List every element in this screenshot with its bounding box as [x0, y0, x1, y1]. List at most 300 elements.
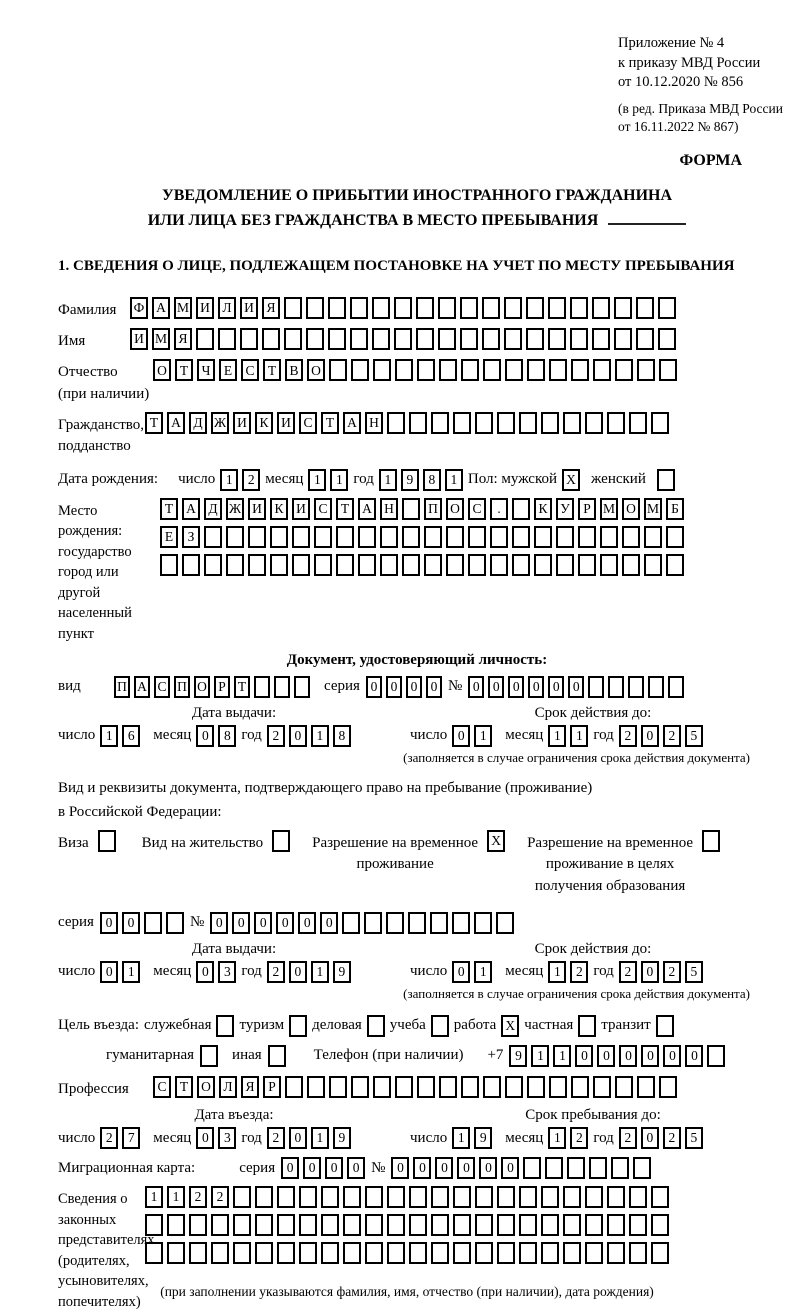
char-cell[interactable]: 0 — [468, 676, 484, 698]
char-cell[interactable] — [160, 554, 178, 576]
char-cell[interactable]: А — [134, 676, 150, 698]
char-cell[interactable]: 0 — [289, 1127, 307, 1149]
char-cell[interactable]: Т — [175, 359, 193, 381]
char-cell[interactable]: 1 — [548, 1127, 566, 1149]
char-cell[interactable] — [431, 1214, 449, 1236]
char-cell[interactable]: И — [292, 498, 310, 520]
entry-date-month[interactable] — [196, 1127, 236, 1149]
char-cell[interactable]: В — [285, 359, 303, 381]
char-cell[interactable] — [629, 1214, 647, 1236]
char-cell[interactable]: 2 — [267, 1127, 285, 1149]
char-cell[interactable]: 1 — [531, 1045, 549, 1067]
char-cell[interactable]: 0 — [457, 1157, 475, 1179]
char-cell[interactable]: Т — [263, 359, 281, 381]
char-cell[interactable]: 0 — [406, 676, 422, 698]
birth-month-boxes[interactable] — [308, 469, 348, 491]
purpose-business-checkbox[interactable] — [216, 1015, 234, 1037]
char-cell[interactable]: Р — [578, 498, 596, 520]
char-cell[interactable] — [651, 1186, 669, 1208]
char-cell[interactable] — [593, 359, 611, 381]
char-cell[interactable]: 0 — [289, 961, 307, 983]
identity-valid-month[interactable] — [548, 725, 588, 747]
purpose-private-checkbox[interactable] — [578, 1015, 596, 1037]
char-cell[interactable]: П — [114, 676, 130, 698]
char-cell[interactable]: 0 — [508, 676, 524, 698]
doc-series-boxes[interactable] — [366, 676, 442, 698]
char-cell[interactable] — [534, 554, 552, 576]
char-cell[interactable] — [497, 1186, 515, 1208]
char-cell[interactable] — [321, 1186, 339, 1208]
char-cell[interactable] — [548, 328, 566, 350]
char-cell[interactable]: Я — [241, 1076, 259, 1098]
char-cell[interactable]: 0 — [281, 1157, 299, 1179]
identity-issue-year[interactable] — [267, 725, 351, 747]
char-cell[interactable] — [431, 1242, 449, 1264]
representatives-boxes-1[interactable] — [145, 1186, 669, 1208]
representatives-boxes-3[interactable] — [145, 1242, 669, 1264]
char-cell[interactable] — [526, 297, 544, 319]
char-cell[interactable]: П — [174, 676, 190, 698]
char-cell[interactable] — [365, 1242, 383, 1264]
char-cell[interactable]: 0 — [386, 676, 402, 698]
char-cell[interactable] — [424, 554, 442, 576]
entry-date-year[interactable] — [267, 1127, 351, 1149]
char-cell[interactable] — [622, 554, 640, 576]
char-cell[interactable] — [306, 328, 324, 350]
char-cell[interactable]: 0 — [435, 1157, 453, 1179]
char-cell[interactable] — [277, 1186, 295, 1208]
char-cell[interactable]: 0 — [303, 1157, 321, 1179]
char-cell[interactable] — [600, 554, 618, 576]
char-cell[interactable]: Т — [160, 498, 178, 520]
char-cell[interactable]: X — [487, 830, 505, 852]
char-cell[interactable]: 1 — [122, 961, 140, 983]
residence-number-boxes[interactable] — [210, 912, 514, 934]
char-cell[interactable]: И — [277, 412, 295, 434]
doc-kind-boxes[interactable] — [114, 676, 310, 698]
char-cell[interactable] — [364, 912, 382, 934]
char-cell[interactable] — [196, 328, 214, 350]
sex-male-checkbox[interactable] — [562, 469, 580, 491]
char-cell[interactable]: 5 — [685, 961, 703, 983]
residence-valid-day[interactable] — [452, 961, 492, 983]
char-cell[interactable] — [166, 912, 184, 934]
char-cell[interactable] — [343, 1186, 361, 1208]
char-cell[interactable]: 9 — [401, 469, 419, 491]
char-cell[interactable]: 8 — [333, 725, 351, 747]
char-cell[interactable]: Я — [262, 297, 280, 319]
char-cell[interactable] — [585, 1186, 603, 1208]
char-cell[interactable]: Т — [234, 676, 250, 698]
char-cell[interactable] — [299, 1186, 317, 1208]
char-cell[interactable] — [545, 1157, 563, 1179]
char-cell[interactable]: 0 — [641, 1127, 659, 1149]
char-cell[interactable] — [505, 1076, 523, 1098]
char-cell[interactable] — [614, 328, 632, 350]
char-cell[interactable] — [409, 1242, 427, 1264]
patronymic-boxes[interactable] — [153, 359, 677, 381]
migration-series-boxes[interactable] — [281, 1157, 365, 1179]
char-cell[interactable] — [409, 412, 427, 434]
char-cell[interactable]: 2 — [619, 725, 637, 747]
char-cell[interactable]: 1 — [220, 469, 238, 491]
char-cell[interactable]: 2 — [619, 1127, 637, 1149]
char-cell[interactable] — [475, 412, 493, 434]
char-cell[interactable] — [483, 359, 501, 381]
char-cell[interactable] — [211, 1214, 229, 1236]
char-cell[interactable] — [651, 412, 669, 434]
char-cell[interactable] — [593, 1076, 611, 1098]
char-cell[interactable] — [233, 1214, 251, 1236]
char-cell[interactable]: 0 — [597, 1045, 615, 1067]
char-cell[interactable]: С — [314, 498, 332, 520]
char-cell[interactable]: А — [343, 412, 361, 434]
char-cell[interactable] — [615, 359, 633, 381]
char-cell[interactable] — [592, 328, 610, 350]
char-cell[interactable]: 0 — [366, 676, 382, 698]
char-cell[interactable] — [548, 297, 566, 319]
char-cell[interactable] — [200, 1045, 218, 1067]
char-cell[interactable] — [292, 554, 310, 576]
char-cell[interactable]: 5 — [685, 1127, 703, 1149]
char-cell[interactable] — [549, 1076, 567, 1098]
char-cell[interactable]: 2 — [663, 725, 681, 747]
char-cell[interactable] — [482, 297, 500, 319]
phone-boxes[interactable] — [509, 1045, 725, 1067]
char-cell[interactable]: И — [248, 498, 266, 520]
char-cell[interactable]: А — [167, 412, 185, 434]
char-cell[interactable]: С — [241, 359, 259, 381]
char-cell[interactable]: О — [307, 359, 325, 381]
char-cell[interactable] — [452, 912, 470, 934]
char-cell[interactable] — [395, 359, 413, 381]
char-cell[interactable] — [629, 1186, 647, 1208]
char-cell[interactable] — [505, 359, 523, 381]
char-cell[interactable] — [431, 1015, 449, 1037]
char-cell[interactable]: 1 — [548, 725, 566, 747]
char-cell[interactable] — [272, 830, 290, 852]
char-cell[interactable] — [615, 1076, 633, 1098]
char-cell[interactable] — [438, 328, 456, 350]
birth-year-boxes[interactable] — [379, 469, 463, 491]
char-cell[interactable] — [387, 412, 405, 434]
char-cell[interactable]: Е — [160, 526, 178, 548]
char-cell[interactable]: З — [182, 526, 200, 548]
char-cell[interactable]: К — [534, 498, 552, 520]
char-cell[interactable] — [254, 676, 270, 698]
char-cell[interactable]: 1 — [311, 725, 329, 747]
char-cell[interactable] — [490, 554, 508, 576]
char-cell[interactable] — [329, 1076, 347, 1098]
char-cell[interactable] — [636, 297, 654, 319]
char-cell[interactable] — [277, 1214, 295, 1236]
char-cell[interactable] — [167, 1214, 185, 1236]
char-cell[interactable] — [289, 1015, 307, 1037]
char-cell[interactable]: 1 — [308, 469, 326, 491]
char-cell[interactable] — [270, 554, 288, 576]
char-cell[interactable]: 0 — [528, 676, 544, 698]
profession-boxes[interactable] — [153, 1076, 677, 1098]
identity-valid-day[interactable] — [452, 725, 492, 747]
char-cell[interactable] — [658, 328, 676, 350]
char-cell[interactable]: М — [152, 328, 170, 350]
char-cell[interactable] — [453, 412, 471, 434]
purpose-commercial-checkbox[interactable] — [367, 1015, 385, 1037]
title-blank-underline[interactable] — [608, 211, 686, 225]
char-cell[interactable] — [274, 676, 290, 698]
char-cell[interactable]: 1 — [145, 1186, 163, 1208]
char-cell[interactable] — [482, 328, 500, 350]
char-cell[interactable] — [446, 526, 464, 548]
char-cell[interactable] — [373, 1076, 391, 1098]
char-cell[interactable]: 0 — [298, 912, 316, 934]
char-cell[interactable] — [431, 1186, 449, 1208]
char-cell[interactable] — [292, 526, 310, 548]
char-cell[interactable] — [608, 676, 624, 698]
char-cell[interactable] — [387, 1214, 405, 1236]
char-cell[interactable] — [497, 1214, 515, 1236]
edu-permit-checkbox[interactable] — [702, 830, 720, 852]
char-cell[interactable] — [299, 1242, 317, 1264]
char-cell[interactable]: 3 — [218, 1127, 236, 1149]
char-cell[interactable] — [394, 297, 412, 319]
char-cell[interactable] — [307, 1076, 325, 1098]
char-cell[interactable]: 0 — [568, 676, 584, 698]
char-cell[interactable] — [342, 912, 360, 934]
purpose-work-checkbox[interactable] — [501, 1015, 519, 1037]
char-cell[interactable] — [497, 412, 515, 434]
char-cell[interactable] — [504, 297, 522, 319]
char-cell[interactable]: А — [358, 498, 376, 520]
char-cell[interactable]: 2 — [100, 1127, 118, 1149]
char-cell[interactable]: 0 — [196, 961, 214, 983]
char-cell[interactable] — [607, 412, 625, 434]
birth-place-boxes-1[interactable] — [160, 498, 684, 520]
char-cell[interactable] — [585, 1214, 603, 1236]
char-cell[interactable]: И — [196, 297, 214, 319]
char-cell[interactable] — [592, 297, 610, 319]
residence-issue-month[interactable] — [196, 961, 236, 983]
char-cell[interactable]: Т — [321, 412, 339, 434]
char-cell[interactable] — [367, 1015, 385, 1037]
char-cell[interactable]: 0 — [276, 912, 294, 934]
char-cell[interactable]: 0 — [575, 1045, 593, 1067]
char-cell[interactable] — [453, 1214, 471, 1236]
char-cell[interactable] — [468, 554, 486, 576]
char-cell[interactable]: 1 — [553, 1045, 571, 1067]
residence-issue-day[interactable] — [100, 961, 140, 983]
char-cell[interactable]: Я — [174, 328, 192, 350]
char-cell[interactable]: 1 — [548, 961, 566, 983]
char-cell[interactable]: Ф — [130, 297, 148, 319]
char-cell[interactable]: 0 — [641, 1045, 659, 1067]
char-cell[interactable]: Е — [219, 359, 237, 381]
char-cell[interactable]: С — [154, 676, 170, 698]
char-cell[interactable] — [460, 297, 478, 319]
char-cell[interactable]: М — [600, 498, 618, 520]
char-cell[interactable] — [204, 554, 222, 576]
char-cell[interactable]: 0 — [320, 912, 338, 934]
sex-female-checkbox[interactable] — [657, 469, 675, 491]
char-cell[interactable] — [387, 1186, 405, 1208]
char-cell[interactable]: С — [468, 498, 486, 520]
char-cell[interactable] — [365, 1214, 383, 1236]
doc-number-boxes[interactable] — [468, 676, 684, 698]
char-cell[interactable] — [336, 554, 354, 576]
char-cell[interactable]: Л — [218, 297, 236, 319]
char-cell[interactable] — [358, 554, 376, 576]
residence-valid-year[interactable] — [619, 961, 703, 983]
char-cell[interactable] — [314, 554, 332, 576]
char-cell[interactable] — [651, 1214, 669, 1236]
char-cell[interactable]: 2 — [267, 725, 285, 747]
representatives-boxes-2[interactable] — [145, 1214, 669, 1236]
char-cell[interactable] — [417, 359, 435, 381]
char-cell[interactable] — [431, 412, 449, 434]
char-cell[interactable]: 0 — [641, 961, 659, 983]
char-cell[interactable] — [563, 1186, 581, 1208]
char-cell[interactable]: 0 — [452, 725, 470, 747]
char-cell[interactable] — [416, 328, 434, 350]
char-cell[interactable] — [343, 1214, 361, 1236]
purpose-transit-checkbox[interactable] — [656, 1015, 674, 1037]
char-cell[interactable]: К — [255, 412, 273, 434]
char-cell[interactable] — [240, 328, 258, 350]
char-cell[interactable]: 1 — [379, 469, 397, 491]
char-cell[interactable] — [182, 554, 200, 576]
char-cell[interactable] — [474, 912, 492, 934]
char-cell[interactable] — [644, 526, 662, 548]
char-cell[interactable] — [666, 526, 684, 548]
char-cell[interactable] — [380, 526, 398, 548]
char-cell[interactable] — [294, 676, 310, 698]
purpose-other-checkbox[interactable] — [268, 1045, 286, 1067]
char-cell[interactable] — [248, 554, 266, 576]
char-cell[interactable] — [461, 359, 479, 381]
char-cell[interactable]: И — [130, 328, 148, 350]
purpose-study-checkbox[interactable] — [431, 1015, 449, 1037]
stay-until-day[interactable] — [452, 1127, 492, 1149]
citizenship-boxes[interactable] — [145, 412, 669, 434]
char-cell[interactable]: П — [424, 498, 442, 520]
char-cell[interactable]: Р — [214, 676, 230, 698]
char-cell[interactable] — [268, 1045, 286, 1067]
char-cell[interactable]: 1 — [100, 725, 118, 747]
char-cell[interactable] — [519, 1186, 537, 1208]
char-cell[interactable]: 1 — [452, 1127, 470, 1149]
char-cell[interactable] — [648, 676, 664, 698]
char-cell[interactable]: Д — [204, 498, 222, 520]
surname-boxes[interactable] — [130, 297, 676, 319]
char-cell[interactable] — [629, 1242, 647, 1264]
char-cell[interactable] — [563, 1242, 581, 1264]
char-cell[interactable] — [541, 1242, 559, 1264]
char-cell[interactable]: О — [197, 1076, 215, 1098]
char-cell[interactable]: 8 — [423, 469, 441, 491]
char-cell[interactable] — [637, 1076, 655, 1098]
char-cell[interactable] — [629, 412, 647, 434]
char-cell[interactable] — [204, 526, 222, 548]
char-cell[interactable] — [365, 1186, 383, 1208]
char-cell[interactable]: 3 — [218, 961, 236, 983]
char-cell[interactable]: О — [153, 359, 171, 381]
char-cell[interactable] — [628, 676, 644, 698]
char-cell[interactable] — [527, 1076, 545, 1098]
char-cell[interactable] — [189, 1242, 207, 1264]
char-cell[interactable] — [144, 912, 162, 934]
entry-date-day[interactable] — [100, 1127, 140, 1149]
char-cell[interactable] — [402, 526, 420, 548]
char-cell[interactable]: 9 — [333, 1127, 351, 1149]
char-cell[interactable]: У — [556, 498, 574, 520]
char-cell[interactable] — [519, 1242, 537, 1264]
residence-issue-year[interactable] — [267, 961, 351, 983]
char-cell[interactable] — [299, 1214, 317, 1236]
char-cell[interactable] — [519, 412, 537, 434]
char-cell[interactable]: 0 — [347, 1157, 365, 1179]
name-boxes[interactable] — [130, 328, 676, 350]
char-cell[interactable] — [226, 526, 244, 548]
birth-day-boxes[interactable] — [220, 469, 260, 491]
char-cell[interactable]: 6 — [122, 725, 140, 747]
char-cell[interactable] — [589, 1157, 607, 1179]
char-cell[interactable]: 0 — [685, 1045, 703, 1067]
char-cell[interactable] — [255, 1186, 273, 1208]
char-cell[interactable] — [588, 676, 604, 698]
visa-checkbox[interactable] — [98, 830, 116, 852]
temp-permit-checkbox[interactable] — [487, 830, 505, 852]
char-cell[interactable]: 0 — [391, 1157, 409, 1179]
char-cell[interactable] — [541, 1214, 559, 1236]
identity-issue-day[interactable] — [100, 725, 140, 747]
char-cell[interactable] — [497, 1242, 515, 1264]
char-cell[interactable] — [657, 469, 675, 491]
char-cell[interactable]: Д — [189, 412, 207, 434]
char-cell[interactable]: 1 — [311, 961, 329, 983]
char-cell[interactable]: И — [233, 412, 251, 434]
char-cell[interactable] — [453, 1186, 471, 1208]
char-cell[interactable] — [262, 328, 280, 350]
char-cell[interactable] — [189, 1214, 207, 1236]
char-cell[interactable] — [226, 554, 244, 576]
char-cell[interactable] — [468, 526, 486, 548]
char-cell[interactable] — [167, 1242, 185, 1264]
char-cell[interactable] — [512, 554, 530, 576]
char-cell[interactable] — [284, 328, 302, 350]
char-cell[interactable] — [218, 328, 236, 350]
char-cell[interactable] — [446, 554, 464, 576]
char-cell[interactable] — [666, 554, 684, 576]
char-cell[interactable] — [248, 526, 266, 548]
char-cell[interactable] — [637, 359, 655, 381]
char-cell[interactable] — [372, 328, 390, 350]
char-cell[interactable]: 2 — [663, 1127, 681, 1149]
char-cell[interactable]: Ж — [226, 498, 244, 520]
char-cell[interactable] — [402, 554, 420, 576]
char-cell[interactable] — [534, 526, 552, 548]
char-cell[interactable] — [328, 328, 346, 350]
char-cell[interactable] — [607, 1186, 625, 1208]
char-cell[interactable] — [512, 526, 530, 548]
char-cell[interactable]: Л — [219, 1076, 237, 1098]
char-cell[interactable] — [571, 359, 589, 381]
char-cell[interactable]: 0 — [488, 676, 504, 698]
char-cell[interactable] — [541, 1186, 559, 1208]
char-cell[interactable] — [571, 1076, 589, 1098]
char-cell[interactable]: О — [194, 676, 210, 698]
char-cell[interactable]: 7 — [122, 1127, 140, 1149]
char-cell[interactable] — [270, 526, 288, 548]
